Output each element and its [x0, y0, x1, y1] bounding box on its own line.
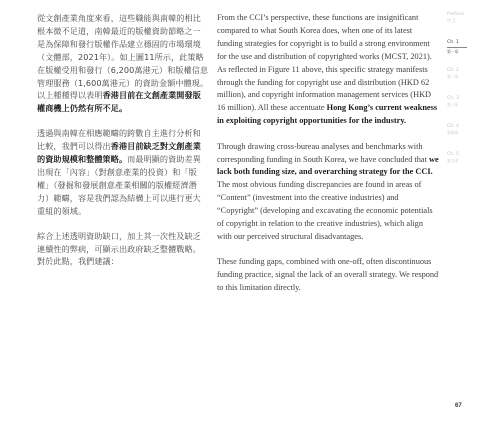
sidebar-item-ch5[interactable]: Ch. 5 第五章 — [447, 152, 459, 163]
chinese-column — [37, 12, 209, 280]
sidebar-item-ch1[interactable]: Ch. 1 第一章 — [447, 40, 477, 68]
sidebar-item-preface[interactable]: Preface 序 言 — [447, 12, 465, 23]
page-number: 67 — [455, 403, 462, 409]
zh-paragraph-3: 綜合上述透明資助缺口，加上其一次性及缺乏連續性的弊病，可顯示出政府缺乏整體戰略。對於此點，我們建議： — [37, 230, 201, 267]
en-emphasis-1: Hong Kong’s current weakness in exploiting copyright opportunities for the industry. — [217, 103, 438, 126]
zh-emphasis-1: 香港目前在文創產業開發版權商機上仍然有所不足。 — [37, 90, 201, 114]
en-emphasis-2: we lack both funding size, and overarching strategy for the CCI. — [217, 154, 439, 177]
zh-paragraph-1: 從文創產業角度來看，這些職能與南韓的相比根本微不足道，南韓最近的版權資助節略之一是為保障和發行版權作品建立穩固的市場環境（文體部，2021年）。如上圖11所示，此策略在版權受用和發行（6,200萬港元）和版權信息管理服務（1,600萬港元）的資助金額中體現。以上種種得以表明香港目前在文創產業開發版權商機上仍然有所不足。 — [37, 13, 209, 114]
zh-emphasis-2: 香港目前缺乏對文創產業的資助規模和整體策略。 — [37, 141, 201, 165]
chapter-sidebar — [447, 12, 477, 180]
english-column — [217, 12, 439, 308]
active-chapter-rule — [447, 47, 467, 48]
sidebar-item-ch4[interactable]: Ch. 4 第四章 — [447, 124, 459, 135]
sidebar-item-ch3[interactable]: Ch. 3 第三章 — [447, 96, 459, 107]
en-paragraph-1: From the CCI’s perspective, these functions are insignificant compared to what South Korea does, when one of its latest funding strategies for copyright is to build a strong environment for the use and distribution of copyrighted works (MCST, 2021). As reflected in Figure 11 above, this specific strategy manifests through the funding for copyright use and distribution (HKD 62 million), and copyright information management services (HKD 16 million). All these accentuate Hong Kong’s current weakness in exploiting copyright opportunities for the industry. — [217, 13, 438, 126]
sidebar-item-ch2[interactable]: Ch. 2 第二章 — [447, 68, 459, 79]
en-paragraph-3: These funding gaps, combined with one-off, often discontinuous funding practice, signal the lack of an overall strategy. We respond to this limitation directly. — [217, 257, 439, 293]
en-paragraph-2: Through drawing cross-bureau analyses and benchmarks with corresponding funding in South Korea, we have concluded that we lack both funding size, and overarching strategy for the CCI. The most obvious funding discrepancies are found in areas of “Content” (investment into the creative industries) and “Copyright” (developing and excavating the economic potentials of copyright in relation to the creative industries), which align with our perceived structural disadvantages. — [217, 141, 439, 241]
zh-paragraph-2: 透過與南韓在相應範疇的跨數自主進行分析和比較，我們可以得出香港目前缺乏對文創產業的資助規模和整體策略。而最明顯的資助差異出現在「內容」（對創意產業的投資）和「版權」（發掘和發展創意產業相關的版權經濟潛力）範疇，容是我們認為結構上可以進行更大重組的領域。 — [37, 128, 201, 216]
